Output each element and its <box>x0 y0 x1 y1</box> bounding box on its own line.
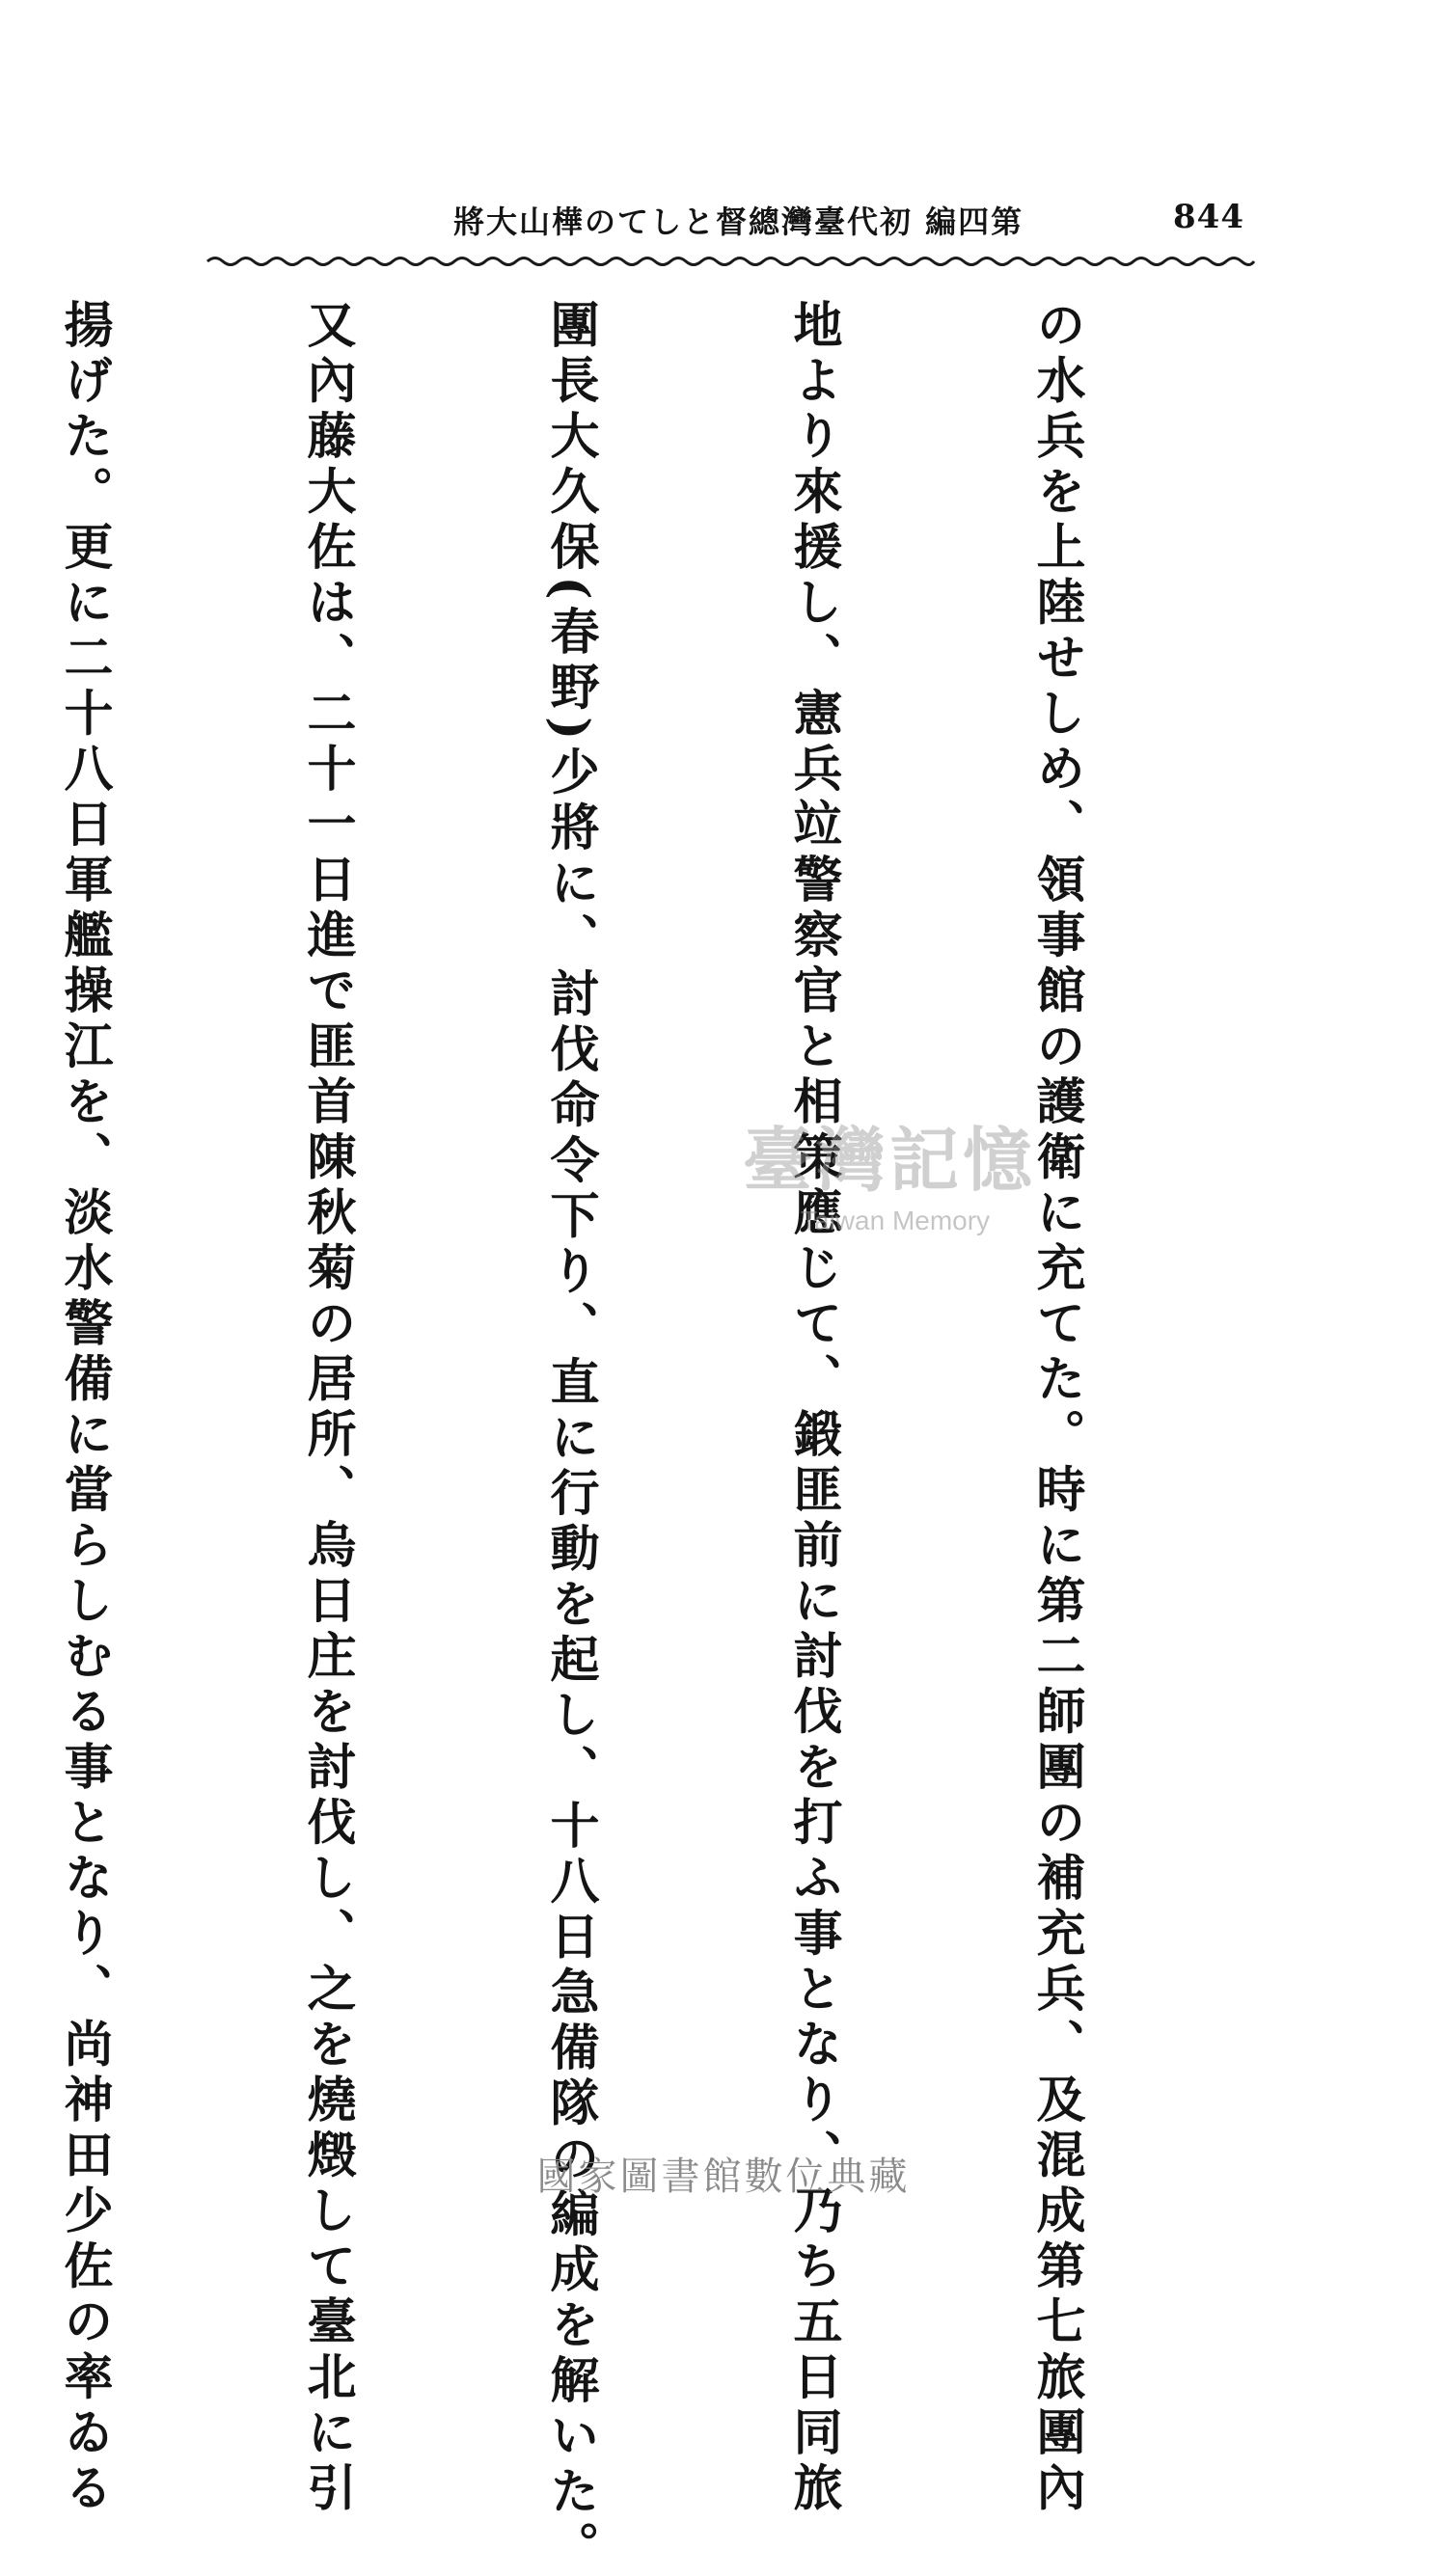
watermark-logo-text: 臺灣記憶 <box>743 1119 1037 1201</box>
text-column: 又內藤大佐は、二十一日進で匪首陳秋菊の居所、烏日庄を討伐し、之を燒燬して臺北に引 <box>298 299 356 2517</box>
header-rule <box>207 253 1254 270</box>
text-column: 地より來援し、憲兵竝警察官と相策應じて、鍛匪前に討伐を打ふ事となり、乃ち五日同旅 <box>784 299 842 2517</box>
footer-credit: 國家圖書館數位典藏 <box>536 2155 911 2199</box>
text-column: 揚げた。更に二十八日軍艦操江を、淡水警備に當らしむる事となり、尚神田少佐の率ゐる <box>55 299 113 2517</box>
text-column: の水兵を上陸せしめ、領事館の護衛に充てた。時に第二師團の補充兵、及混成第七旅團內 <box>1027 299 1085 2517</box>
page-header <box>453 198 1244 256</box>
running-title: 將大山樺のてしと督總灣臺代初 編四第 <box>453 203 1024 240</box>
text-column: 團長大久保(春野)少將に、討伐命令下り、直に行動を起し、十八日急備隊の編成を解いた。 <box>541 299 599 2576</box>
page-number: 844 <box>1173 198 1244 236</box>
watermark-subtext: Taiwan Memory <box>801 1206 991 1235</box>
